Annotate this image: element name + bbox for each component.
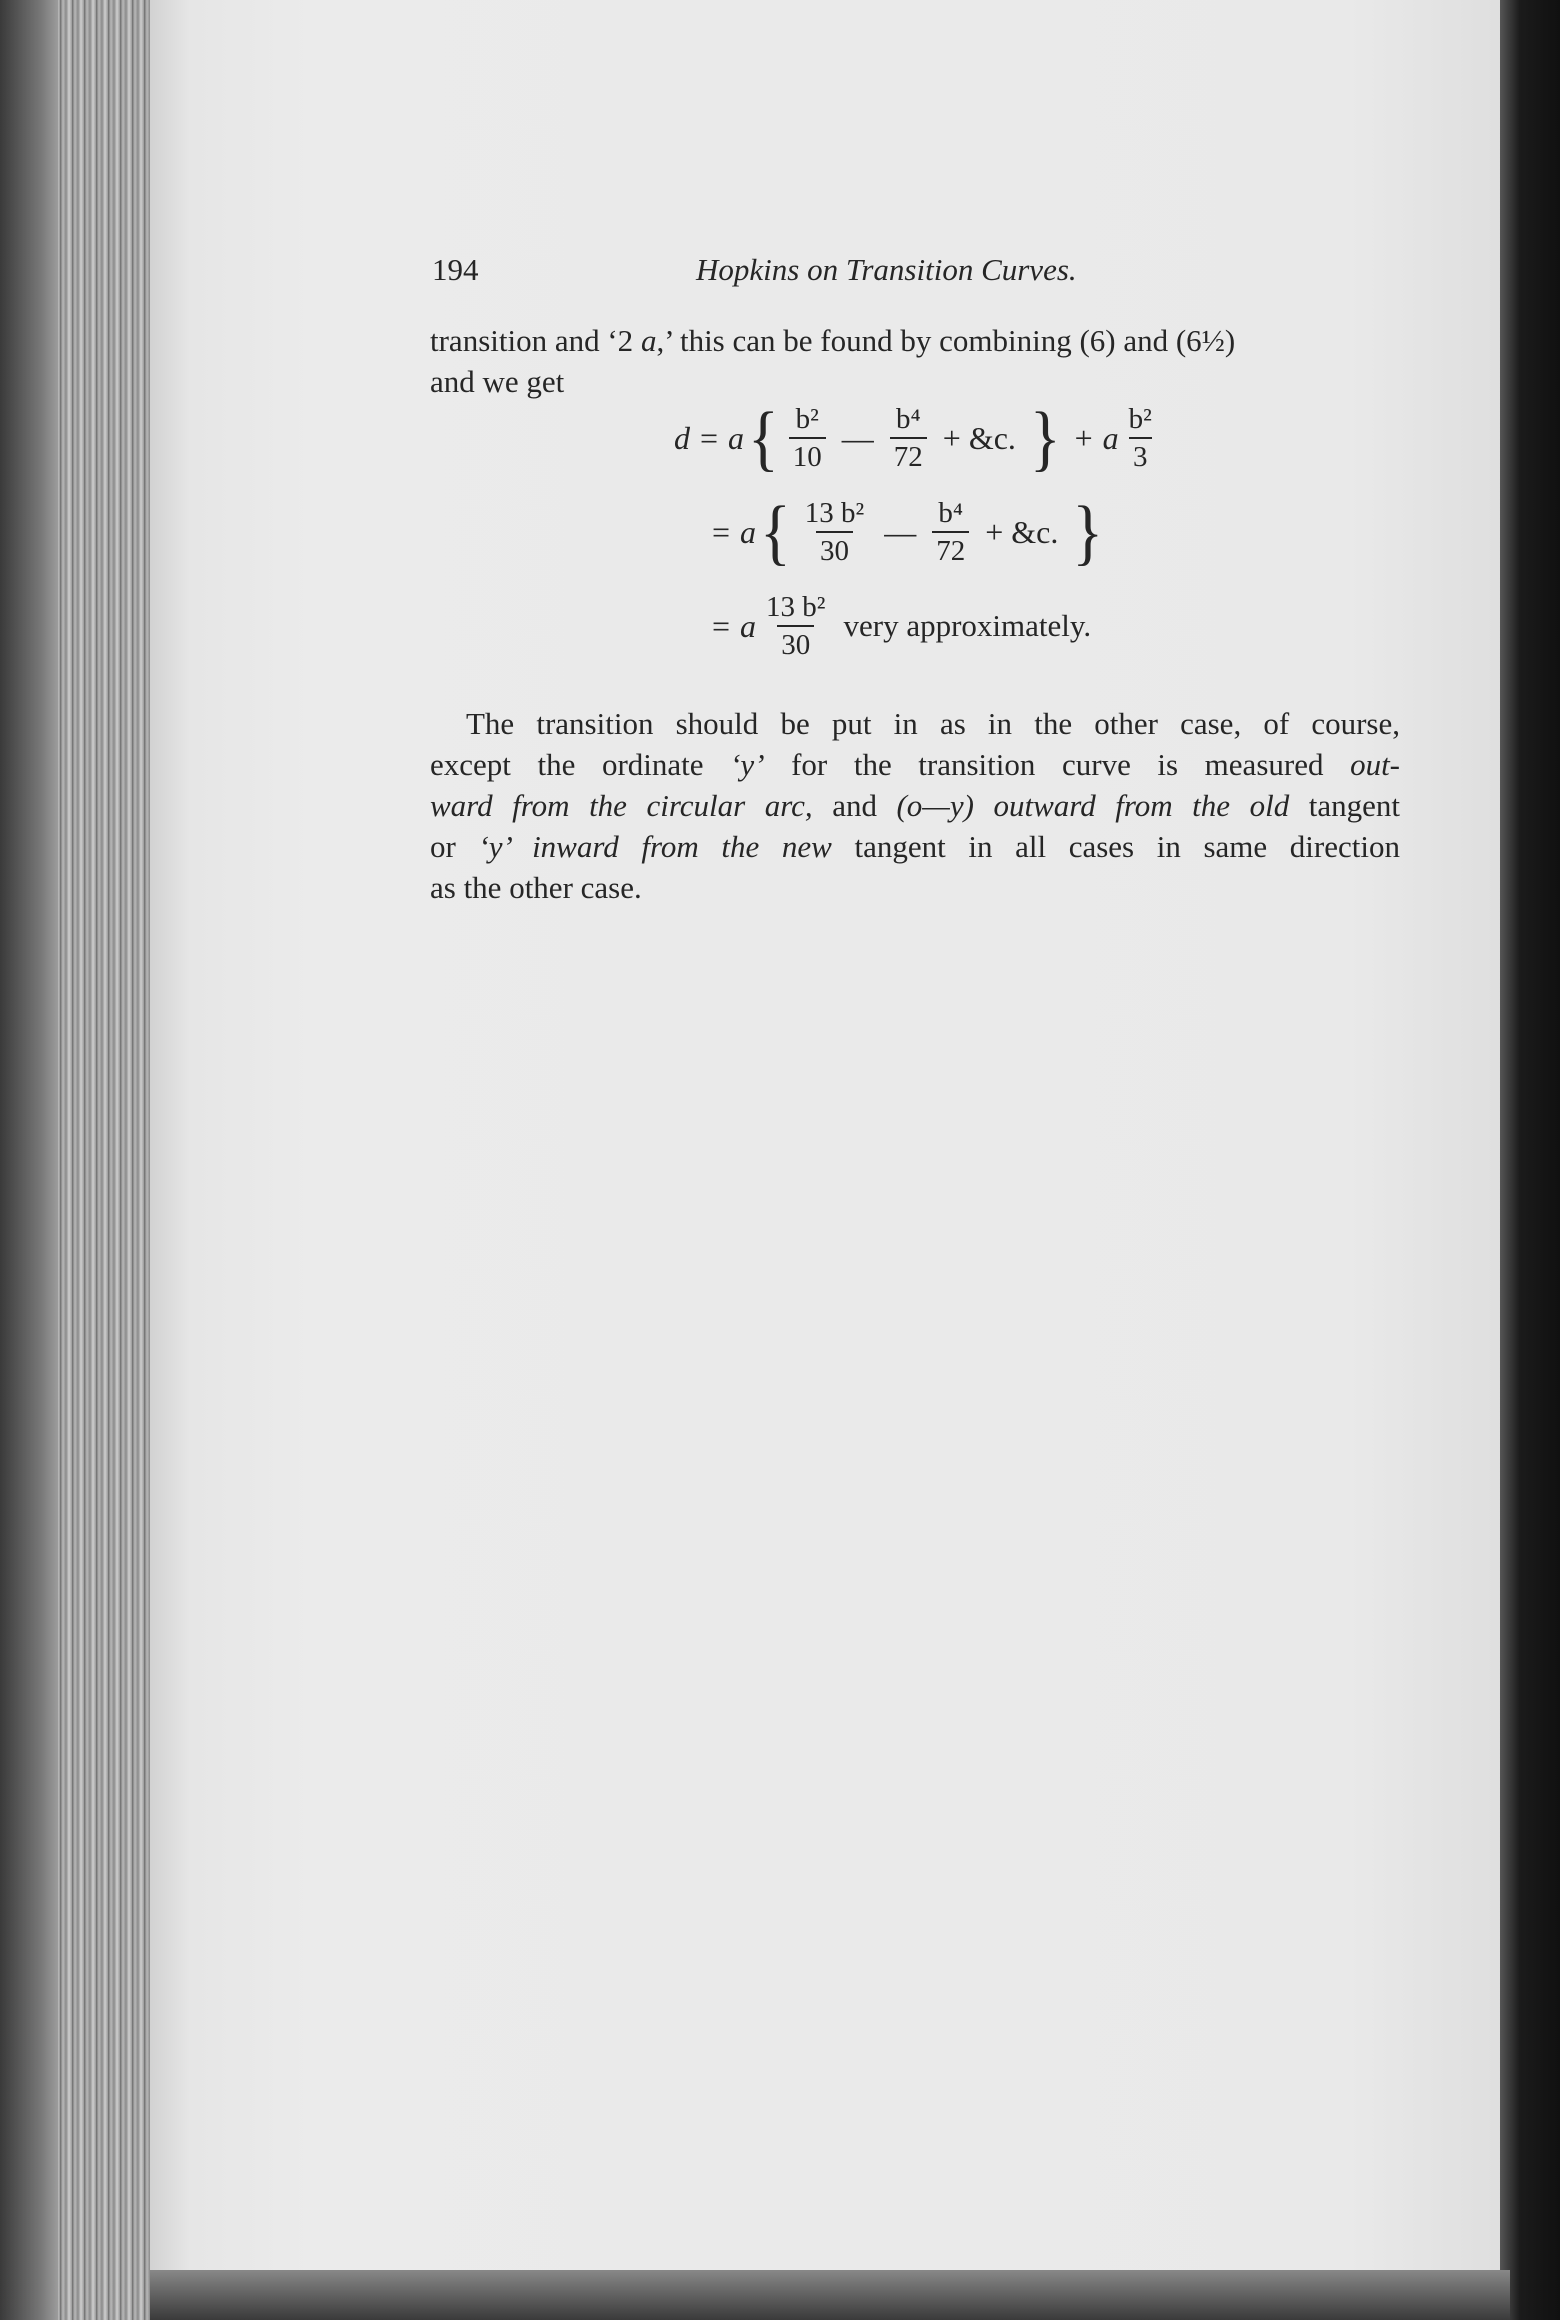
running-title: Hopkins on Transition Curves.	[696, 252, 1077, 287]
para-line-2: except the ordinate ‘y’ for the transition curve is measured out-	[430, 747, 1400, 782]
eq2-frac-1: $\frac{\text{13 b²}}{30}$	[804, 497, 865, 567]
para-line-3: ward from the circular arc, and (o—y) outward from the old tangent	[430, 788, 1400, 823]
eq1-coef-2: a	[1102, 419, 1119, 456]
eq3-frac-1: $\frac{\text{13 b²}}{30}$	[766, 591, 826, 661]
eq2-plus-etc: + &c.	[985, 513, 1059, 550]
equation-3	[702, 590, 1091, 662]
eq1-brace-open: {	[748, 396, 779, 479]
bottom-margin-shadow	[150, 2270, 1510, 2320]
eq3-equals: =	[712, 607, 731, 644]
eq1-plus-etc: + &c.	[942, 419, 1016, 456]
para-line-5: as the other case.	[430, 870, 642, 905]
book-spine-shadow	[0, 0, 58, 2320]
eq1-equals: =	[700, 419, 719, 456]
eq2-brace-close: }	[1072, 490, 1104, 573]
right-margin-shadow	[1500, 0, 1560, 2320]
para-line-1: The transition should be put in as in the other case, of course,	[466, 706, 1400, 741]
eq2-equals: =	[712, 513, 731, 550]
eq1-coef: a	[728, 419, 745, 456]
eq1-frac-1: $\frac{\text{b²}}{10}$	[789, 402, 826, 474]
page-number: 194	[432, 252, 479, 287]
page-header	[430, 252, 1400, 292]
eq1-plus: +	[1074, 419, 1093, 456]
eq1-lhs: d	[674, 419, 690, 456]
intro-line-2: and we get	[430, 364, 565, 399]
eq1-frac-2: $\frac{\text{b⁴}}{72}$	[890, 402, 927, 474]
eq3-suffix: very approximately.	[843, 608, 1092, 643]
eq3-coef: a	[740, 607, 757, 644]
eq1-frac-3: $\frac{\text{b²}}{3}$	[1128, 403, 1152, 473]
book-page-edges	[0, 0, 175, 2320]
eq1-brace-close: }	[1029, 396, 1061, 479]
intro-line-1: transition and ‘2 a,’ this can be found by combining (6) and (6½)	[430, 323, 1236, 358]
equation-2	[702, 490, 1107, 573]
body-paragraph	[430, 703, 1400, 908]
equation-1	[674, 396, 1162, 479]
para-line-4: or ‘y’ inward from the new tangent in all cases in same direction	[430, 829, 1400, 864]
eq2-brace-open: {	[760, 490, 791, 573]
eq2-minus: —	[884, 513, 917, 550]
eq2-frac-2: $\frac{\text{b⁴}}{72}$	[932, 496, 969, 568]
eq2-coef: a	[740, 513, 757, 550]
intro-text	[430, 320, 1400, 402]
eq1-minus: —	[841, 419, 874, 456]
